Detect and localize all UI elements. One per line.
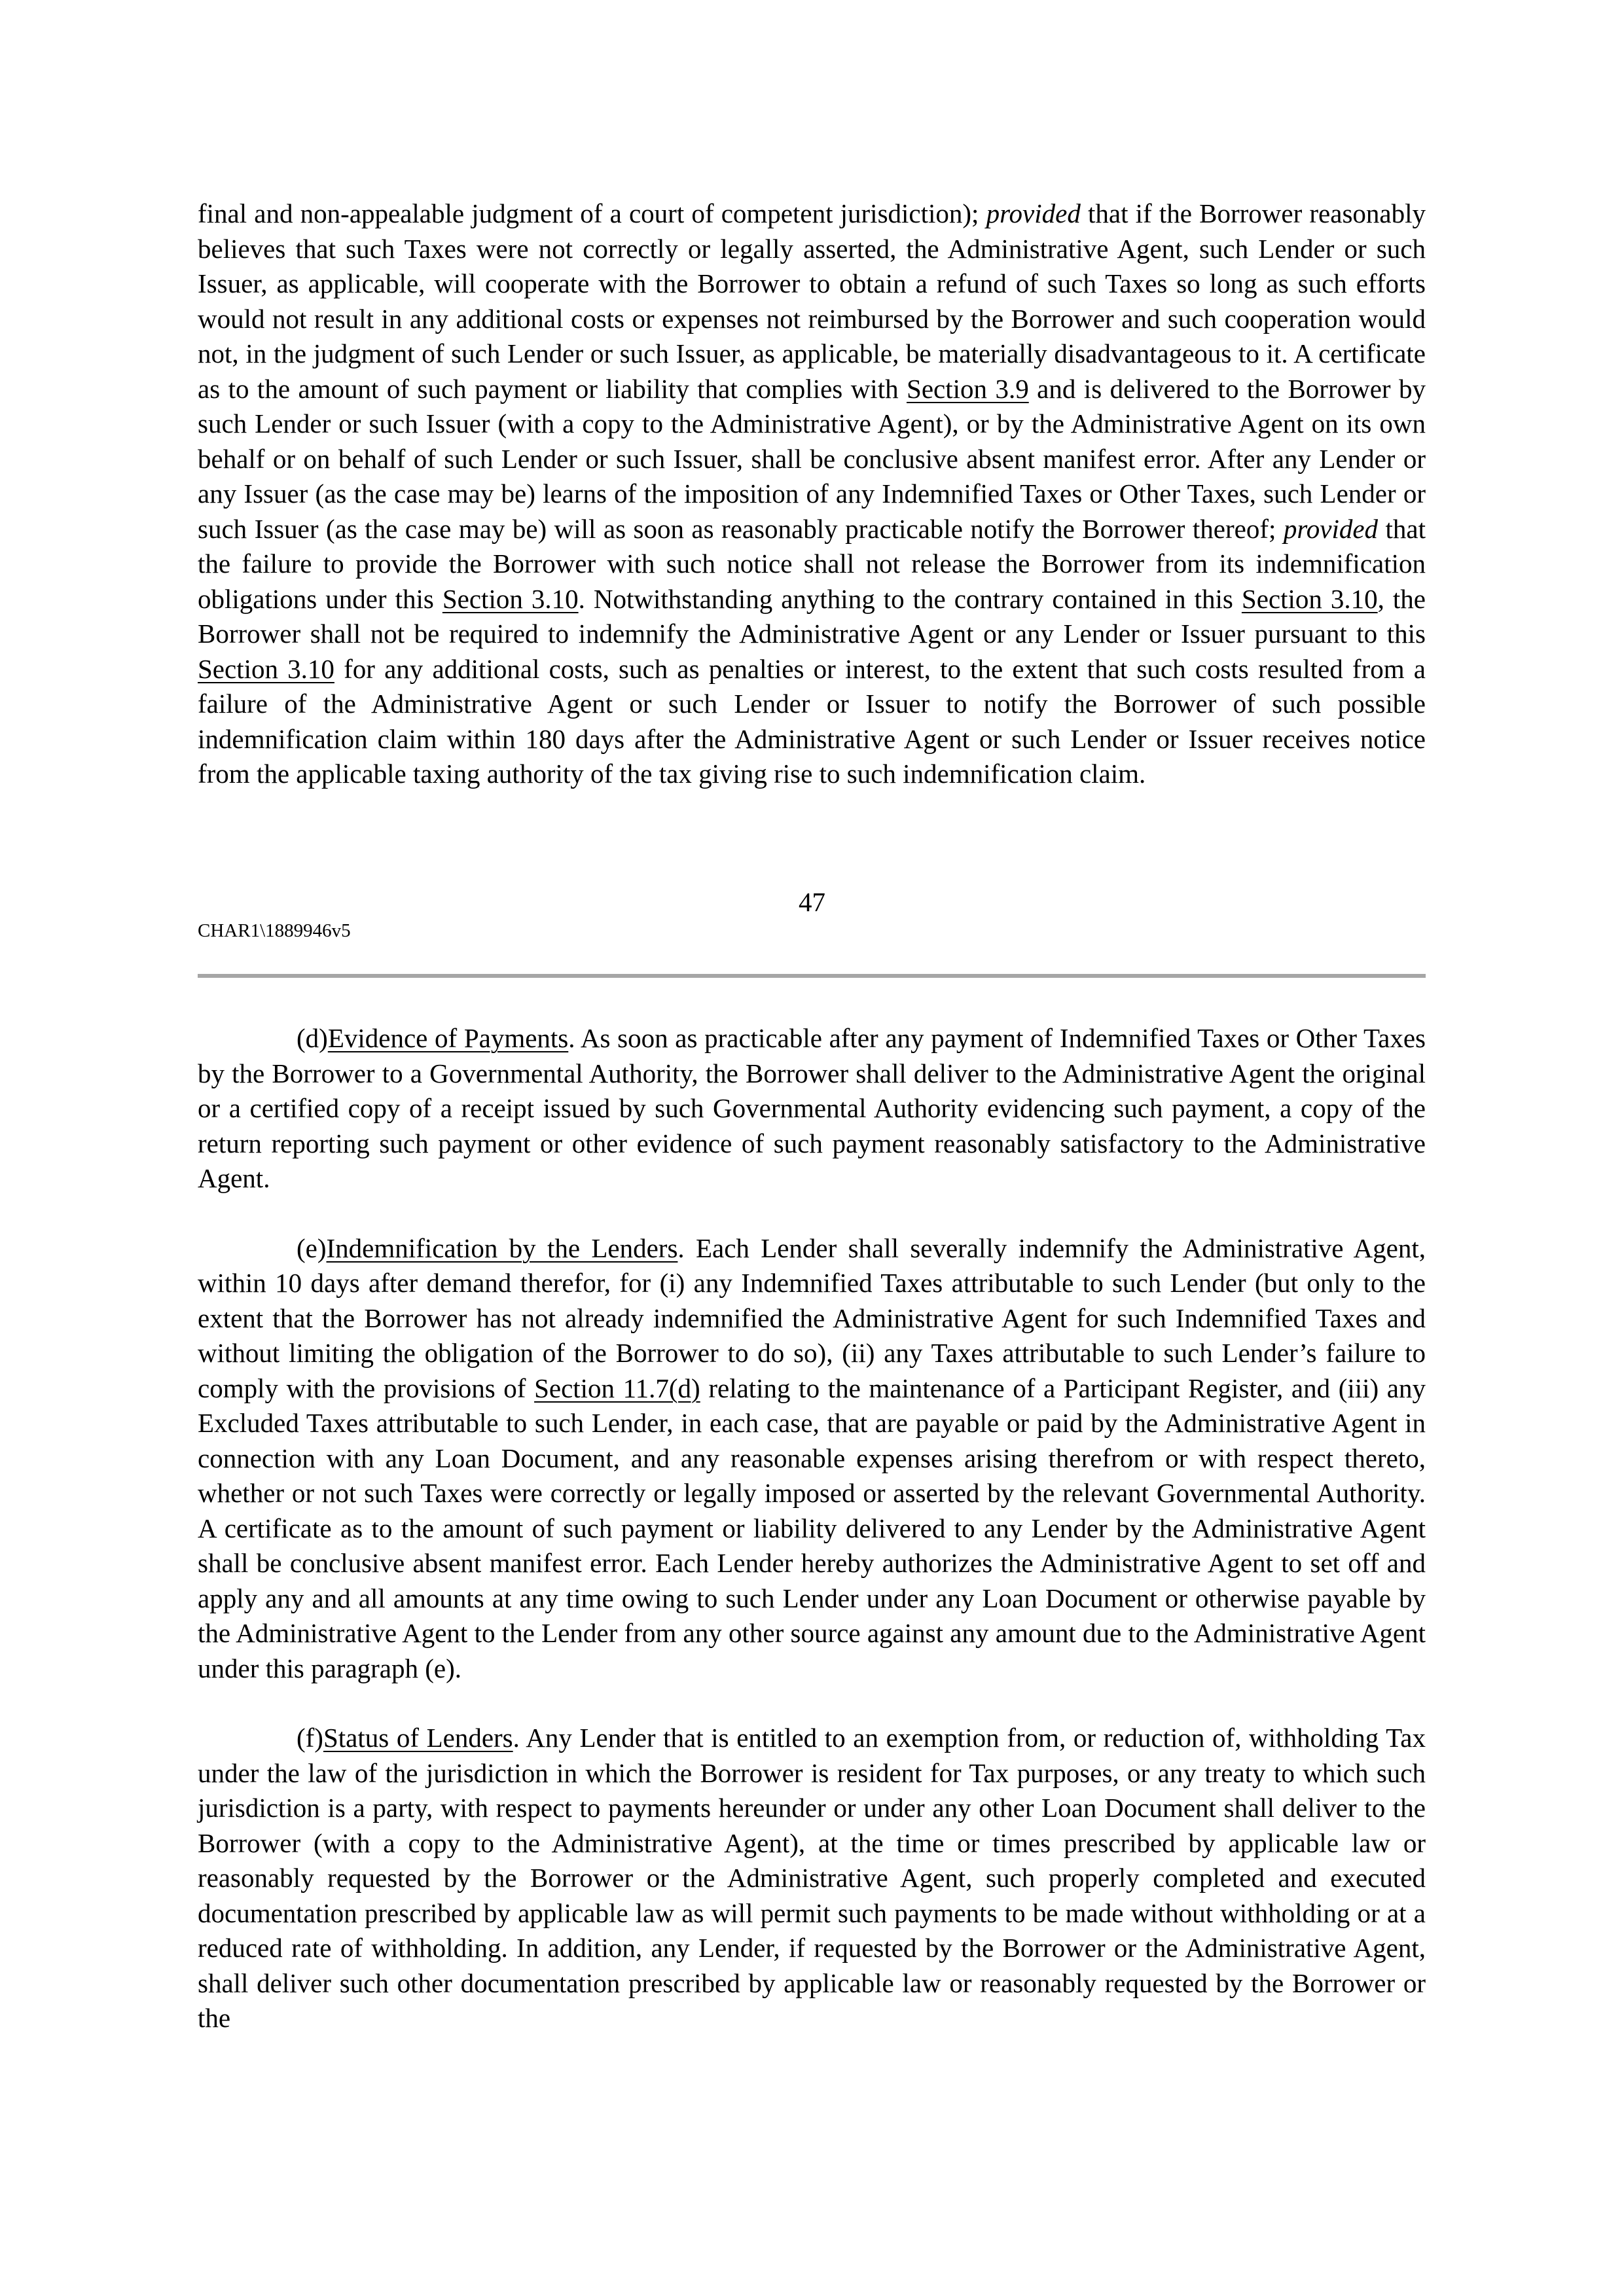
section-heading: Evidence of Payments: [327, 1023, 569, 1053]
paragraph-text: for any additional costs, such as penalties or interest, to the extent that such costs resulted from a failure of the Administrative Agent or such Lender or Issuer to notify the Borrower of such possible indemnification claim within 180 days after the Administrative Agent or such Lender or Issuer receives notice from the applicable taxing authority of the tax giving rise to such indemnification claim.: [198, 653, 1426, 789]
paragraph-text: final and non-appealable judgment of a court of competent jurisdiction);: [198, 198, 986, 228]
section-heading: Status of Lenders: [323, 1723, 513, 1753]
section-reference: Section 3.10: [442, 583, 579, 614]
section-label: (e): [297, 1232, 327, 1263]
section-heading: Indemnification by the Lenders: [326, 1232, 678, 1263]
top-paragraph: [198, 196, 1426, 792]
paragraph-text: . Notwithstanding anything to the contrary contained in this: [578, 583, 1242, 614]
section-reference: Section 3.9: [907, 373, 1029, 404]
section-reference: Section 11.7(d): [534, 1372, 700, 1403]
paragraph-text: that if the Borrower reasonably believes that such Taxes were not correctly or legally asserted, the Administrative Agent, such Lender or such Issuer, as applicable, will cooperate with the Borrower to obtain a refund of such Taxes so long as such efforts would not result in any additional costs or expenses not reimbursed by the Borrower and such cooperation would not, in the judgment of such Lender or such Issuer, as applicable, be materially disadvantageous to it. A certificate as to the amount of such payment or liability that complies with: [198, 198, 1426, 404]
document-id: CHAR1\1889946v5: [198, 920, 351, 941]
section-label: (d): [297, 1023, 328, 1053]
section-reference: Section 3.10: [198, 653, 334, 684]
page-separator: [198, 974, 1426, 978]
paragraph-text: . Any Lender that is entitled to an exemption from, or reduction of, withholding Tax under the law of the jurisdiction in which the Borrower is resident for Tax purposes, or any treaty to which such jurisdiction is a party, with respect to payments hereunder or under any other Loan Document shall deliver to the Borrower (with a copy to the Administrative Agent), at the time or times prescribed by applicable law or reasonably requested by the Borrower or the Administrative Agent, such properly completed and executed documentation prescribed by applicable law as will permit such payments to be made without withholding or at a reduced rate of withholding. In addition, any Lender, if requested by the Borrower or the Administrative Agent, shall deliver such other documentation prescribed by applicable law or reasonably requested by the Borrower or the: [198, 1723, 1426, 2033]
paragraph-text: . Each Lender shall severally indemnify the Administrative Agent, within 10 days after demand therefor, for (i) any Indemnified Taxes attributable to such Lender (but only to the extent that the Borrower has not already indemnified the Administrative Agent for such Indemnified Taxes and without limiting the obligation of the Borrower to do so), (ii) any Taxes attributable to such Lender’s failure to comply with the provisions of: [198, 1232, 1426, 1403]
page-number: 47: [799, 887, 825, 917]
paragraph-text: and is delivered to the Borrower by such Lender or such Issuer (with a copy to the Administrative Agent), or by the Administrative Agent on its own behalf or on behalf of such Lender or such Issuer, shall be conclusive absent manifest error. After any Lender or any Issuer (as the case may be) learns of the imposition of any Indemnified Taxes or Other Taxes, such Lender or such Issuer (as the case may be) will as soon as reasonably practicable notify the Borrower thereof;: [198, 373, 1426, 544]
paragraph-text: that the failure to provide the Borrower with such notice shall not release the Borrower from its indemnification obligations under this: [198, 513, 1426, 614]
paragraph-text: . As soon as practicable after any payment of Indemnified Taxes or Other Taxes by the Borrower to a Governmental Authority, the Borrower shall deliver to the Administrative Agent the original or a certified copy of a receipt issued by such Governmental Authority evidencing such payment, a copy of the return reporting such payment or other evidence of such payment reasonably satisfactory to the Administrative Agent.: [198, 1023, 1426, 1193]
section-e-paragraph: [198, 1231, 1426, 1687]
next-page-body: [198, 1021, 1426, 2036]
section-reference: Section 3.10: [1241, 583, 1378, 614]
section-f-paragraph: [198, 1721, 1426, 2036]
provided-emphasis: provided: [1283, 513, 1379, 544]
provided-emphasis: provided: [986, 198, 1081, 228]
section-label: (f): [297, 1723, 323, 1753]
paragraph-text: relating to the maintenance of a Participant Register, and (iii) any Excluded Taxes attributable to such Lender, in each case, that are payable or paid by the Administrative Agent in connection with any Loan Document, and any reasonable expenses arising therefrom or with respect thereto, whether or not such Taxes were correctly or legally imposed or asserted by the relevant Governmental Authority. A certificate as to the amount of such payment or liability delivered to any Lender by the Administrative Agent shall be conclusive absent manifest error. Each Lender hereby authorizes the Administrative Agent to set off and apply any and all amounts at any time owing to such Lender under any Loan Document or otherwise payable by the Administrative Agent to the Lender from any other source against any amount due to the Administrative Agent under this paragraph (e).: [198, 1372, 1426, 1683]
paragraph-text: , the Borrower shall not be required to indemnify the Administrative Agent or any Lender or Issuer pursuant to this: [198, 583, 1426, 649]
section-d-paragraph: [198, 1021, 1426, 1196]
